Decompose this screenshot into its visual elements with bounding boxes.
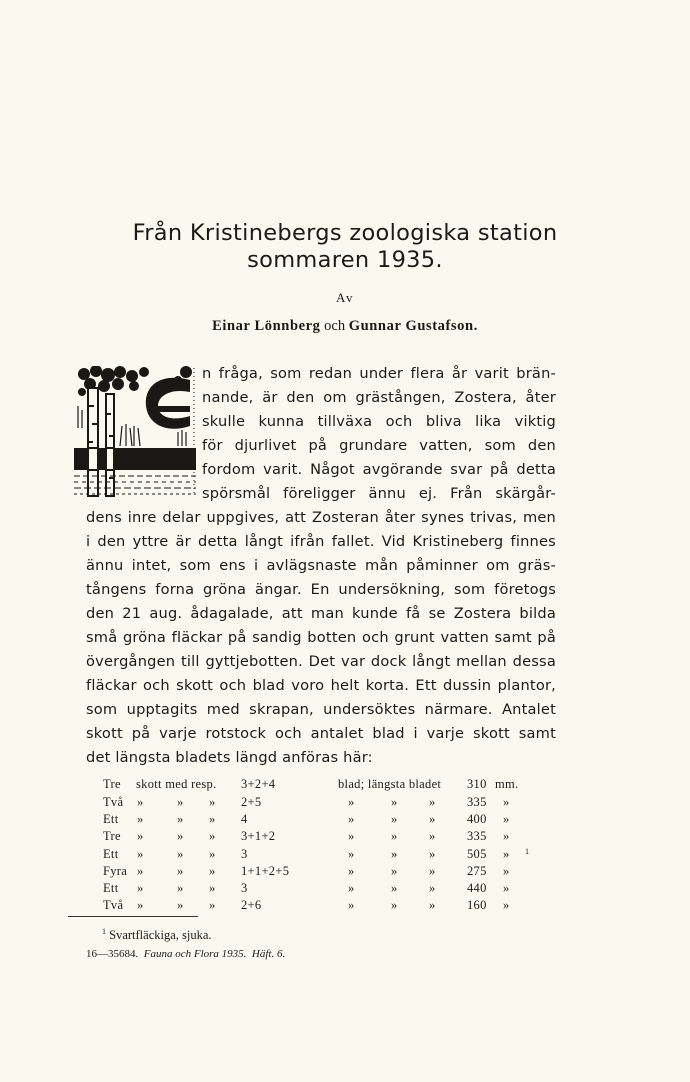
body-line: den 21 aug. ådagalade, att man kunde få se Zostera bilda xyxy=(86,605,556,622)
ditto-mark: » xyxy=(391,829,398,843)
title-line-2: sommaren 1935. xyxy=(247,247,443,273)
table-cell-length: 505 xyxy=(467,847,487,861)
ditto-mark: » xyxy=(177,812,184,826)
ditto-mark: » xyxy=(209,898,216,912)
body-line: ännu intet, som ens i avlägsnaste mån påminner om gräs- xyxy=(86,557,556,574)
ditto-mark: » xyxy=(391,847,398,861)
ditto-mark: » xyxy=(503,898,510,912)
footnote xyxy=(102,927,212,943)
ditto-mark: » xyxy=(137,898,144,912)
ditto-mark: » xyxy=(503,795,510,809)
ditto-mark: » xyxy=(137,795,144,809)
table-cell-shoots: 3+1+2 xyxy=(241,829,276,843)
ditto-mark: » xyxy=(348,864,355,878)
ditto-mark: » xyxy=(348,898,355,912)
body-line: som upptagits med skrapan, undersöktes närmare. Antalet xyxy=(86,701,556,718)
body-line: fordom varit. Något avgörande svar på detta xyxy=(202,461,556,478)
ditto-mark: » xyxy=(429,898,436,912)
authors-and: och xyxy=(324,318,346,334)
table-cell-shoots: 3 xyxy=(241,847,248,861)
ditto-mark: » xyxy=(503,847,510,861)
table-cell-length: 335 xyxy=(467,829,487,843)
ditto-mark: » xyxy=(429,881,436,895)
body-line: övergången till gyttjebotten. Det var dock långt mellan dessa xyxy=(86,653,556,670)
ditto-mark: » xyxy=(503,881,510,895)
table-cell-count: Ett xyxy=(103,847,119,861)
ditto-mark: » xyxy=(209,847,216,861)
ditto-mark: » xyxy=(429,864,436,878)
ditto-mark: » xyxy=(348,847,355,861)
ditto-mark: » xyxy=(391,898,398,912)
ditto-mark: » xyxy=(391,881,398,895)
table-cell-shoots: 4 xyxy=(241,812,248,826)
ditto-mark: » xyxy=(177,795,184,809)
ditto-mark: » xyxy=(429,847,436,861)
table-cell-blad: blad; längsta bladet xyxy=(338,777,442,791)
ditto-mark: » xyxy=(429,812,436,826)
journal-name: Fauna och Flora 1935. xyxy=(143,948,247,960)
body-line: det längsta bladets längd anföras här: xyxy=(86,749,373,766)
table-cell-count: Tre xyxy=(103,777,121,791)
ditto-mark: » xyxy=(209,795,216,809)
author-1: Einar Lönnberg xyxy=(212,318,321,334)
body-line: n fråga, som redan under flera år varit brän- xyxy=(202,365,556,382)
body-line: fläckar och skott och blad voro helt korta. Ett dussin plantor, xyxy=(86,677,556,694)
ditto-mark: » xyxy=(429,795,436,809)
ditto-mark: » xyxy=(209,829,216,843)
ditto-mark: » xyxy=(348,812,355,826)
ditto-mark: » xyxy=(177,829,184,843)
table-cell-length: 335 xyxy=(467,795,487,809)
ditto-mark: » xyxy=(209,812,216,826)
table-cell-count: Ett xyxy=(103,812,119,826)
ditto-mark: » xyxy=(348,881,355,895)
ditto-mark: » xyxy=(177,864,184,878)
table-cell-length: 160 xyxy=(467,898,487,912)
footnote-rule xyxy=(68,916,198,917)
table-cell-shoots: 3+2+4 xyxy=(241,777,276,791)
table-cell-length: 440 xyxy=(467,881,487,895)
authors xyxy=(0,318,690,335)
ditto-mark: » xyxy=(503,864,510,878)
ditto-mark: » xyxy=(429,829,436,843)
ditto-mark: » xyxy=(348,795,355,809)
table-cell-count: Två xyxy=(103,898,124,912)
ditto-mark: » xyxy=(137,881,144,895)
body-line: i den yttre är detta långt ifrån fallet. Vid Kristineberg finnes xyxy=(86,533,556,550)
printer-code: 16—35684. xyxy=(86,948,139,960)
table-cell-unit: mm. xyxy=(495,777,519,791)
body-line: små gröna fläckar på sandig botten och grunt vatten samt på xyxy=(86,629,556,646)
table-cell-count: Fyra xyxy=(103,864,128,878)
article-title xyxy=(60,220,630,274)
body-line: skott på varje rotstock och antalet blad i varje skott samt xyxy=(86,725,556,742)
title-line-1: Från Kristinebergs zoologiska station xyxy=(132,220,558,246)
table-cell-shoots: 3 xyxy=(241,881,248,895)
ditto-mark: » xyxy=(348,829,355,843)
table-cell-text: skott med resp. xyxy=(136,777,217,791)
table-cell-shoots: 2+5 xyxy=(241,795,262,809)
ditto-mark: » xyxy=(137,864,144,878)
table-cell-length: 275 xyxy=(467,864,487,878)
byline: Av xyxy=(336,290,354,305)
ditto-mark: » xyxy=(137,847,144,861)
footnote-mark: 1 xyxy=(102,927,106,936)
ditto-mark: » xyxy=(503,829,510,843)
table-cell-length: 400 xyxy=(467,812,487,826)
table-cell-count: Ett xyxy=(103,881,119,895)
ditto-mark: » xyxy=(177,881,184,895)
ditto-mark: » xyxy=(209,864,216,878)
body-line: för djurlivet på grundare vatten, som den xyxy=(202,437,556,454)
printer-line xyxy=(86,948,285,960)
body-line: dens inre delar uppgives, att Zosteran åter synes trivas, men xyxy=(86,509,556,526)
ditto-mark: » xyxy=(391,795,398,809)
table-cell-shoots: 1+1+2+5 xyxy=(241,864,290,878)
ditto-mark: » xyxy=(503,812,510,826)
footnote-text: Svartfläckiga, sjuka. xyxy=(109,928,212,943)
table-cell-count: Två xyxy=(103,795,124,809)
ditto-mark: » xyxy=(137,829,144,843)
ditto-mark: » xyxy=(391,864,398,878)
body-line: skulle kunna tillväxa och bliva lika viktig xyxy=(202,413,556,430)
ditto-mark: » xyxy=(209,881,216,895)
body-line: tångens forna gröna ängar. En undersökning, som företogs xyxy=(86,581,556,598)
decorative-initial-woodcut xyxy=(74,366,196,498)
issue-label: Häft. 6. xyxy=(251,948,286,960)
body-line: spörsmål föreligger ännu ej. Från skärgår- xyxy=(202,485,556,502)
table-cell-shoots: 2+6 xyxy=(241,898,262,912)
table-cell-count: Tre xyxy=(103,829,121,843)
body-line: nande, är den om grästången, Zostera, åter xyxy=(202,389,556,406)
footnote-ref: 1 xyxy=(525,847,530,856)
author-2: Gunnar Gustafson. xyxy=(348,318,478,334)
ditto-mark: » xyxy=(177,847,184,861)
ditto-mark: » xyxy=(177,898,184,912)
ditto-mark: » xyxy=(391,812,398,826)
ditto-mark: » xyxy=(137,812,144,826)
table-cell-length: 310 xyxy=(467,777,487,791)
